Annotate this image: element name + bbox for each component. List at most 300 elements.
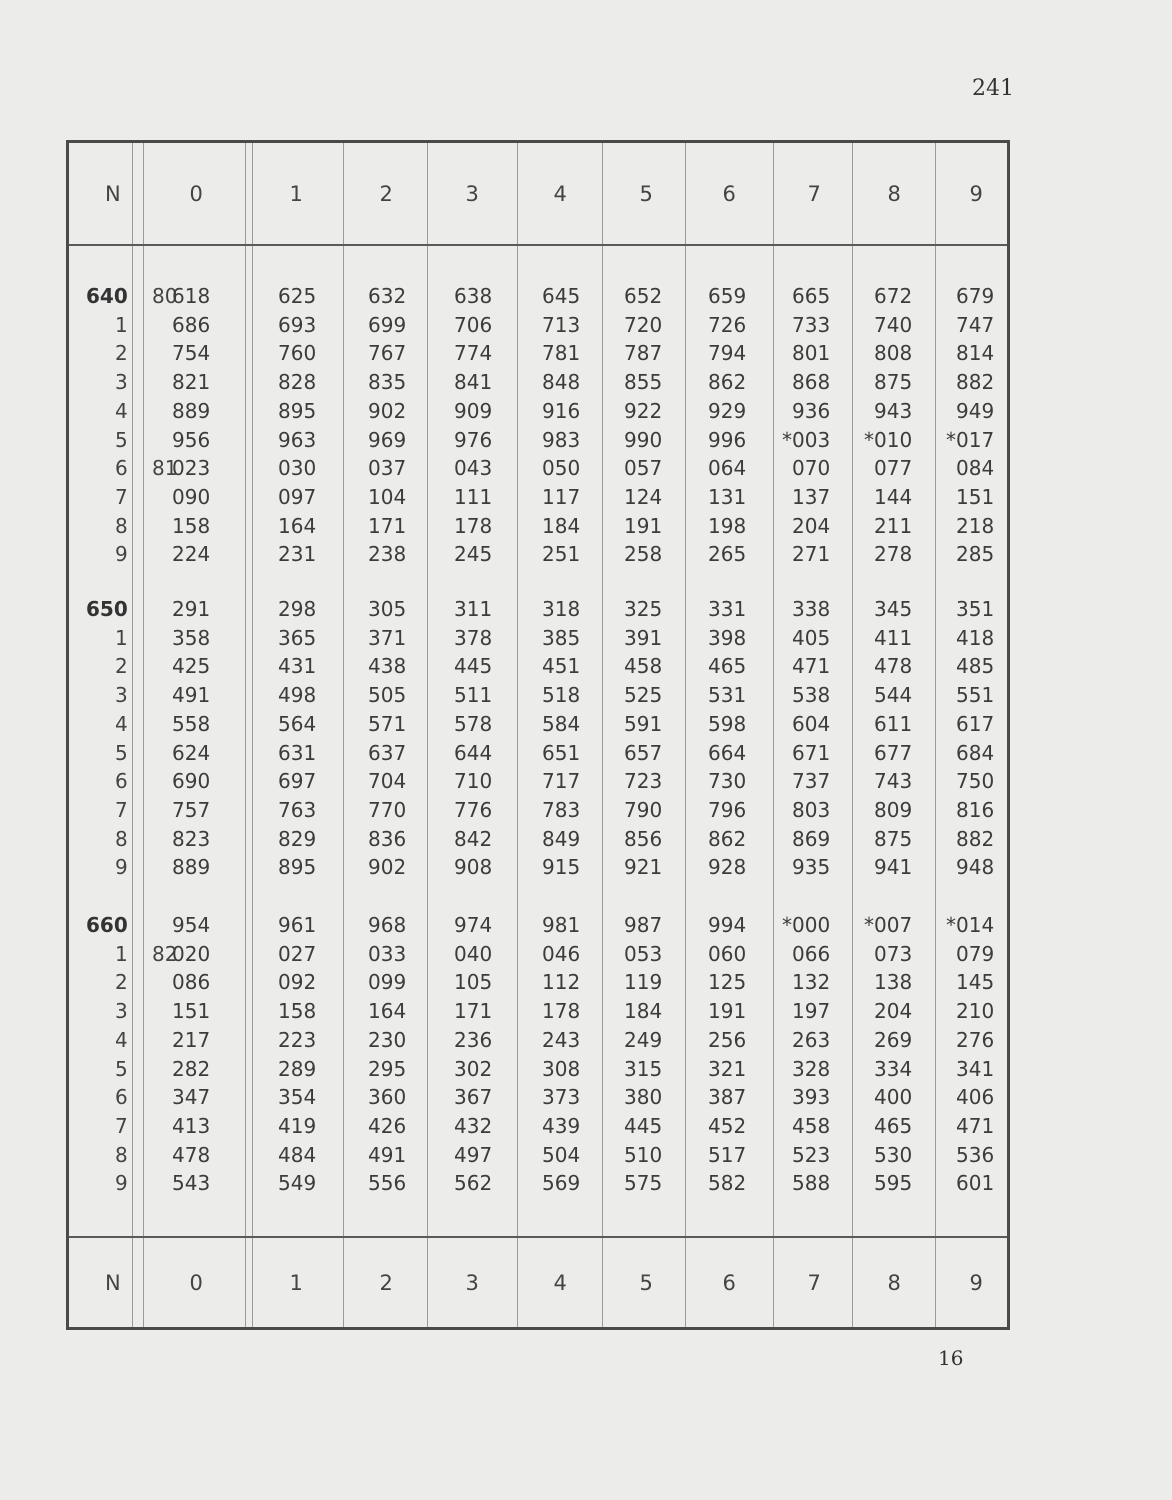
table-cell: 671 <box>792 741 831 765</box>
column-header: 9 <box>969 182 983 206</box>
mantissa-prefix: 82 <box>152 942 178 966</box>
row-label-n: 8 <box>115 827 128 851</box>
column-header: 6 <box>722 182 736 206</box>
column-rule <box>143 143 144 1327</box>
table-cell: 020 <box>172 942 211 966</box>
table-cell: 882 <box>956 827 995 851</box>
table-cell: 331 <box>708 597 747 621</box>
table-cell: 916 <box>542 399 581 423</box>
table-cell: 517 <box>708 1143 747 1167</box>
table-cell: 704 <box>368 769 407 793</box>
table-cell: 263 <box>792 1028 831 1052</box>
table-cell: 365 <box>278 626 317 650</box>
table-cell: 814 <box>956 341 995 365</box>
table-cell: 302 <box>454 1057 493 1081</box>
table-cell: 406 <box>956 1085 995 1109</box>
row-label-n: 3 <box>115 683 128 707</box>
column-footer: 0 <box>189 1271 203 1295</box>
row-label-n: 7 <box>115 798 128 822</box>
signature-mark: 16 <box>938 1346 964 1370</box>
table-cell: 699 <box>368 313 407 337</box>
table-cell: 869 <box>792 827 831 851</box>
table-cell: *003 <box>782 428 831 452</box>
table-cell: 787 <box>624 341 663 365</box>
table-cell: 713 <box>542 313 581 337</box>
table-cell: 504 <box>542 1143 581 1167</box>
table-cell: 231 <box>278 542 317 566</box>
table-cell: 465 <box>708 654 747 678</box>
table-cell: 471 <box>792 654 831 678</box>
table-cell: 258 <box>624 542 663 566</box>
table-cell: 767 <box>368 341 407 365</box>
table-cell: 458 <box>624 654 663 678</box>
table-cell: 790 <box>624 798 663 822</box>
table-cell: 928 <box>708 855 747 879</box>
table-cell: 104 <box>368 485 407 509</box>
table-cell: 895 <box>278 855 317 879</box>
table-cell: 976 <box>454 428 493 452</box>
table-cell: 158 <box>278 999 317 1023</box>
table-cell: 112 <box>542 970 581 994</box>
row-label-n: 1 <box>115 313 128 337</box>
table-cell: 105 <box>454 970 493 994</box>
table-cell: 046 <box>542 942 581 966</box>
table-cell: 198 <box>708 514 747 538</box>
table-cell: 672 <box>874 284 913 308</box>
table-cell: 948 <box>956 855 995 879</box>
row-label-n: 3 <box>115 370 128 394</box>
column-rule <box>685 143 686 1327</box>
table-cell: 710 <box>454 769 493 793</box>
table-cell: 511 <box>454 683 493 707</box>
table-cell: 558 <box>172 712 211 736</box>
table-cell: 617 <box>956 712 995 736</box>
table-cell: 809 <box>874 798 913 822</box>
table-cell: 145 <box>956 970 995 994</box>
table-cell: 895 <box>278 399 317 423</box>
page-number: 241 <box>972 76 1014 101</box>
table-cell: 686 <box>172 313 211 337</box>
column-rule <box>773 143 774 1327</box>
table-cell: 996 <box>708 428 747 452</box>
row-label-n: 1 <box>115 626 128 650</box>
table-cell: 757 <box>172 798 211 822</box>
table-cell: 230 <box>368 1028 407 1052</box>
table-cell: 611 <box>874 712 913 736</box>
table-cell: 079 <box>956 942 995 966</box>
column-header: 1 <box>289 182 303 206</box>
column-rule <box>252 143 253 1327</box>
mantissa-prefix: 80 <box>152 284 178 308</box>
table-cell: 125 <box>708 970 747 994</box>
table-cell: 720 <box>624 313 663 337</box>
table-cell: 842 <box>454 827 493 851</box>
table-cell: 197 <box>792 999 831 1023</box>
table-cell: 665 <box>792 284 831 308</box>
table-cell: 400 <box>874 1085 913 1109</box>
table-cell: 043 <box>454 456 493 480</box>
table-cell: 828 <box>278 370 317 394</box>
table-cell: *017 <box>946 428 995 452</box>
table-cell: 204 <box>874 999 913 1023</box>
row-label-n: 1 <box>115 942 128 966</box>
table-cell: 922 <box>624 399 663 423</box>
table-cell: 921 <box>624 855 663 879</box>
table-cell: 651 <box>542 741 581 765</box>
table-cell: 092 <box>278 970 317 994</box>
table-cell: 057 <box>624 456 663 480</box>
table-cell: 598 <box>708 712 747 736</box>
table-cell: 124 <box>624 485 663 509</box>
table-cell: 987 <box>624 913 663 937</box>
table-cell: 305 <box>368 597 407 621</box>
table-cell: 645 <box>542 284 581 308</box>
table-cell: 171 <box>454 999 493 1023</box>
table-cell: 781 <box>542 341 581 365</box>
table-cell: 411 <box>874 626 913 650</box>
table-cell: 387 <box>708 1085 747 1109</box>
column-rule <box>935 143 936 1327</box>
table-cell: 351 <box>956 597 995 621</box>
table-cell: 631 <box>278 741 317 765</box>
column-header: 8 <box>887 182 901 206</box>
table-cell: 111 <box>454 485 493 509</box>
table-cell: 974 <box>454 913 493 937</box>
table-cell: 875 <box>874 827 913 851</box>
table-cell: 518 <box>542 683 581 707</box>
table-cell: 265 <box>708 542 747 566</box>
table-cell: 398 <box>708 626 747 650</box>
table-cell: 211 <box>874 514 913 538</box>
table-cell: 776 <box>454 798 493 822</box>
table-cell: 137 <box>792 485 831 509</box>
table-cell: 426 <box>368 1114 407 1138</box>
table-cell: 882 <box>956 370 995 394</box>
table-cell: 983 <box>542 428 581 452</box>
table-cell: 238 <box>368 542 407 566</box>
table-cell: 119 <box>624 970 663 994</box>
table-cell: 269 <box>874 1028 913 1052</box>
table-cell: 184 <box>542 514 581 538</box>
table-cell: 591 <box>624 712 663 736</box>
table-cell: 956 <box>172 428 211 452</box>
row-label-n: 5 <box>115 741 128 765</box>
column-header: 2 <box>379 182 393 206</box>
row-label-n: 7 <box>115 485 128 509</box>
row-label-n: 6 <box>115 769 128 793</box>
row-label-n: 8 <box>115 514 128 538</box>
table-cell: 217 <box>172 1028 211 1052</box>
table-cell: 318 <box>542 597 581 621</box>
table-cell: 497 <box>454 1143 493 1167</box>
table-cell: 478 <box>874 654 913 678</box>
table-cell: 848 <box>542 370 581 394</box>
table-cell: 367 <box>454 1085 493 1109</box>
table-cell: 578 <box>454 712 493 736</box>
column-rule <box>517 143 518 1327</box>
table-cell: 393 <box>792 1085 831 1109</box>
mantissa-prefix: 81 <box>152 456 178 480</box>
header-rule <box>69 244 1007 246</box>
column-footer: 5 <box>639 1271 653 1295</box>
table-cell: 256 <box>708 1028 747 1052</box>
table-cell: 151 <box>172 999 211 1023</box>
table-cell: 961 <box>278 913 317 937</box>
row-label-n: 9 <box>115 1171 128 1195</box>
column-footer: N <box>105 1271 121 1295</box>
table-cell: 936 <box>792 399 831 423</box>
table-cell: 963 <box>278 428 317 452</box>
table-cell: 431 <box>278 654 317 678</box>
table-cell: 291 <box>172 597 211 621</box>
column-footer: 1 <box>289 1271 303 1295</box>
table-cell: 391 <box>624 626 663 650</box>
table-cell: 943 <box>874 399 913 423</box>
table-cell: 465 <box>874 1114 913 1138</box>
table-cell: 223 <box>278 1028 317 1052</box>
table-cell: 684 <box>956 741 995 765</box>
table-cell: 413 <box>172 1114 211 1138</box>
row-label-n: 640 <box>86 284 128 308</box>
table-cell: 889 <box>172 399 211 423</box>
table-cell: 657 <box>624 741 663 765</box>
table-cell: 510 <box>624 1143 663 1167</box>
table-cell: *010 <box>864 428 913 452</box>
table-cell: *007 <box>864 913 913 937</box>
table-cell: 536 <box>956 1143 995 1167</box>
table-cell: 452 <box>708 1114 747 1138</box>
table-cell: 418 <box>956 626 995 650</box>
table-cell: 295 <box>368 1057 407 1081</box>
table-cell: 796 <box>708 798 747 822</box>
table-cell: 783 <box>542 798 581 822</box>
table-cell: 478 <box>172 1143 211 1167</box>
table-cell: 538 <box>792 683 831 707</box>
table-cell: 224 <box>172 542 211 566</box>
table-cell: 191 <box>708 999 747 1023</box>
table-cell: 954 <box>172 913 211 937</box>
table-cell: 584 <box>542 712 581 736</box>
table-cell: 053 <box>624 942 663 966</box>
table-cell: 889 <box>172 855 211 879</box>
table-cell: 243 <box>542 1028 581 1052</box>
table-cell: 801 <box>792 341 831 365</box>
table-cell: *000 <box>782 913 831 937</box>
table-cell: 178 <box>542 999 581 1023</box>
table-cell: 981 <box>542 913 581 937</box>
table-cell: 624 <box>172 741 211 765</box>
table-cell: 595 <box>874 1171 913 1195</box>
table-cell: 138 <box>874 970 913 994</box>
table-cell: 345 <box>874 597 913 621</box>
table-cell: 821 <box>172 370 211 394</box>
column-footer: 9 <box>969 1271 983 1295</box>
table-cell: 523 <box>792 1143 831 1167</box>
row-label-n: 9 <box>115 855 128 879</box>
table-cell: 334 <box>874 1057 913 1081</box>
table-cell: 311 <box>454 597 493 621</box>
table-cell: 360 <box>368 1085 407 1109</box>
column-header: 3 <box>465 182 479 206</box>
table-cell: 969 <box>368 428 407 452</box>
table-cell: 218 <box>956 514 995 538</box>
table-cell: 328 <box>792 1057 831 1081</box>
table-cell: 354 <box>278 1085 317 1109</box>
row-label-n: 5 <box>115 1057 128 1081</box>
row-label-n: 7 <box>115 1114 128 1138</box>
table-cell: 425 <box>172 654 211 678</box>
table-cell: 164 <box>368 999 407 1023</box>
table-cell: 325 <box>624 597 663 621</box>
table-cell: 070 <box>792 456 831 480</box>
table-cell: 544 <box>874 683 913 707</box>
table-cell: 601 <box>956 1171 995 1195</box>
table-cell: 458 <box>792 1114 831 1138</box>
table-cell: 073 <box>874 942 913 966</box>
table-cell: 693 <box>278 313 317 337</box>
table-cell: 717 <box>542 769 581 793</box>
table-cell: 040 <box>454 942 493 966</box>
row-label-n: 6 <box>115 1085 128 1109</box>
table-cell: 625 <box>278 284 317 308</box>
table-cell: 571 <box>368 712 407 736</box>
table-cell: 909 <box>454 399 493 423</box>
row-label-n: 9 <box>115 542 128 566</box>
table-cell: 754 <box>172 341 211 365</box>
table-cell: 338 <box>792 597 831 621</box>
table-cell: 491 <box>368 1143 407 1167</box>
table-cell: 569 <box>542 1171 581 1195</box>
footer-rule <box>69 1236 1007 1238</box>
table-cell: 632 <box>368 284 407 308</box>
table-cell: 050 <box>542 456 581 480</box>
table-cell: 037 <box>368 456 407 480</box>
table-cell: 862 <box>708 370 747 394</box>
table-cell: 419 <box>278 1114 317 1138</box>
table-cell: 131 <box>708 485 747 509</box>
table-cell: 637 <box>368 741 407 765</box>
table-cell: 236 <box>454 1028 493 1052</box>
table-cell: 099 <box>368 970 407 994</box>
table-cell: 902 <box>368 855 407 879</box>
table-cell: 432 <box>454 1114 493 1138</box>
table-cell: 808 <box>874 341 913 365</box>
table-cell: 373 <box>542 1085 581 1109</box>
table-cell: 164 <box>278 514 317 538</box>
row-label-n: 5 <box>115 428 128 452</box>
table-cell: 289 <box>278 1057 317 1081</box>
table-cell: 298 <box>278 597 317 621</box>
column-header: 0 <box>189 182 203 206</box>
column-footer: 8 <box>887 1271 901 1295</box>
table-cell: 760 <box>278 341 317 365</box>
column-footer: 4 <box>553 1271 567 1295</box>
column-header: 5 <box>639 182 653 206</box>
table-cell: 371 <box>368 626 407 650</box>
table-cell: 060 <box>708 942 747 966</box>
table-cell: 733 <box>792 313 831 337</box>
row-label-n: 2 <box>115 654 128 678</box>
table-cell: 204 <box>792 514 831 538</box>
column-rule <box>427 143 428 1327</box>
table-cell: 941 <box>874 855 913 879</box>
table-cell: 723 <box>624 769 663 793</box>
table-cell: 697 <box>278 769 317 793</box>
table-cell: 498 <box>278 683 317 707</box>
table-cell: 794 <box>708 341 747 365</box>
column-rule <box>132 143 133 1327</box>
table-cell: 178 <box>454 514 493 538</box>
table-cell: 543 <box>172 1171 211 1195</box>
table-cell: 604 <box>792 712 831 736</box>
table-cell: 027 <box>278 942 317 966</box>
row-label-n: 4 <box>115 1028 128 1052</box>
column-header: 7 <box>807 182 821 206</box>
table-cell: 551 <box>956 683 995 707</box>
column-rule <box>245 143 246 1327</box>
table-cell: 084 <box>956 456 995 480</box>
table-cell: *014 <box>946 913 995 937</box>
table-cell: 564 <box>278 712 317 736</box>
table-cell: 271 <box>792 542 831 566</box>
table-cell: 803 <box>792 798 831 822</box>
table-cell: 929 <box>708 399 747 423</box>
table-cell: 090 <box>172 485 211 509</box>
column-rule <box>343 143 344 1327</box>
row-label-n: 4 <box>115 712 128 736</box>
table-cell: 562 <box>454 1171 493 1195</box>
table-cell: 438 <box>368 654 407 678</box>
row-label-n: 2 <box>115 970 128 994</box>
table-cell: 341 <box>956 1057 995 1081</box>
table-cell: 849 <box>542 827 581 851</box>
column-footer: 7 <box>807 1271 821 1295</box>
table-cell: 276 <box>956 1028 995 1052</box>
table-cell: 690 <box>172 769 211 793</box>
table-cell: 582 <box>708 1171 747 1195</box>
table-cell: 915 <box>542 855 581 879</box>
table-cell: 679 <box>956 284 995 308</box>
table-cell: 835 <box>368 370 407 394</box>
table-cell: 994 <box>708 913 747 937</box>
column-footer: 6 <box>722 1271 736 1295</box>
table-cell: 588 <box>792 1171 831 1195</box>
table-cell: 823 <box>172 827 211 851</box>
column-footer: 2 <box>379 1271 393 1295</box>
table-cell: 868 <box>792 370 831 394</box>
column-header: N <box>105 182 121 206</box>
table-cell: 282 <box>172 1057 211 1081</box>
table-cell: 856 <box>624 827 663 851</box>
table-cell: 841 <box>454 370 493 394</box>
table-cell: 908 <box>454 855 493 879</box>
row-label-n: 660 <box>86 913 128 937</box>
table-cell: 968 <box>368 913 407 937</box>
table-cell: 836 <box>368 827 407 851</box>
table-cell: 829 <box>278 827 317 851</box>
table-cell: 171 <box>368 514 407 538</box>
table-cell: 245 <box>454 542 493 566</box>
table-cell: 347 <box>172 1085 211 1109</box>
column-header: 4 <box>553 182 567 206</box>
table-cell: 445 <box>454 654 493 678</box>
table-cell: 385 <box>542 626 581 650</box>
table-cell: 378 <box>454 626 493 650</box>
table-cell: 726 <box>708 313 747 337</box>
table-cell: 855 <box>624 370 663 394</box>
table-cell: 033 <box>368 942 407 966</box>
table-cell: 644 <box>454 741 493 765</box>
